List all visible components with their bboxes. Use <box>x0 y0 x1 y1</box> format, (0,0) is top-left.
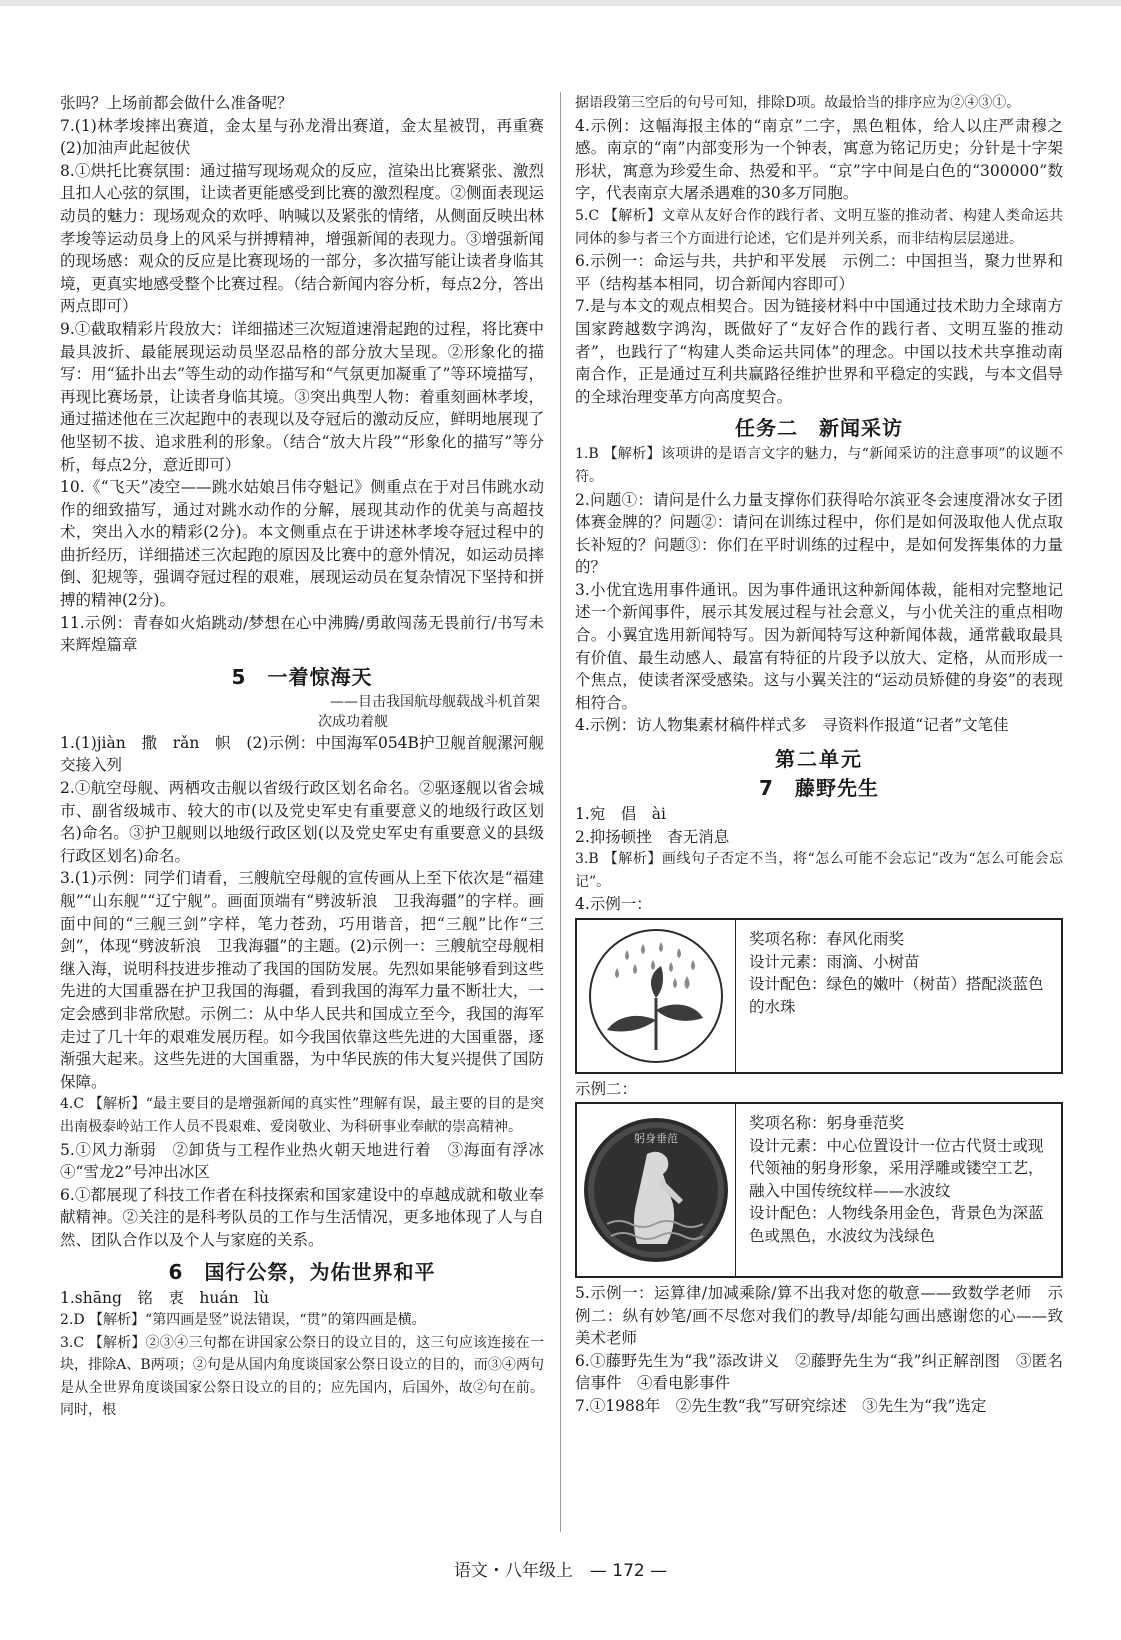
award-color: 设计配色：人物线条用金色，背景色为深蓝色或黑色，水波纹为浅绿色 <box>749 1204 1044 1245</box>
lesson-title: 6 国行公祭，为佑世界和平 <box>168 1259 436 1284</box>
answer-item: 1.宛 倡 ài <box>575 805 666 824</box>
award-description <box>749 928 1055 1018</box>
lesson-subtitle: ——目击我国航母舰载战斗机首架 <box>330 693 540 710</box>
award-name: 奖项名称：春风化雨奖 <box>749 930 905 948</box>
column-divider <box>560 92 561 1532</box>
task-title: 任务二 新闻采访 <box>735 416 903 441</box>
answer-item: 1.(1)jiàn 撒 rǎn 帜 (2)示例：中国海军054B护卫舰首舰漯河舰交接入列 <box>60 733 544 775</box>
bowing-sage-medal-icon <box>577 1104 735 1276</box>
answer-item: 7.(1)林孝埈摔出赛道，金太星与孙龙滑出赛道，金太星被罚，再重赛 (2)加油声此起彼伏 <box>60 116 560 158</box>
answer-item: 张吗？上场前都会做什么准备呢？ <box>60 94 293 112</box>
answer-item: 据语段第三空后的句号可知，排除D项。故最恰当的排序应为②④③①。 <box>575 95 1021 111</box>
scan-top-edge <box>0 0 1121 6</box>
answer-item: 10.《“飞天”凌空——跳水姑娘吕伟夺魁记》侧重点在于对吕伟跳水动作的细致描写，通过对跳水动作的分解，展现其动作的优美与高超技术，突出入水的精彩(2分)。本文侧重点在于讲述林孝埈夺冠过程中的曲折经历，详细描述三次起跑的原因及比赛中的意外情况，如运动员摔倒、犯规等，强调夺冠过程的艰难，展现运动员在复杂情况下坚持和拼搏的精神(2分)。 <box>60 478 544 610</box>
unit-title: 第二单元 <box>775 747 863 772</box>
lesson-subtitle: 次成功着舰 <box>318 713 388 730</box>
award-description <box>749 1112 1055 1247</box>
award-element: 设计元素：雨滴、小树苗 <box>749 952 920 971</box>
answer-item: 3.B 【解析】画线句子否定不当，将“怎么可能不会忘记”改为“怎么可能会忘记”。 <box>575 851 1063 890</box>
answer-item: 6.①都展现了科技工作者在科技探索和国家建设中的卓越成就和敬业奉献精神。②关注的是科考队员的工作与生活情况，更多地体现了人与自然、团队合作以及个人与家庭的关系。 <box>60 1185 544 1249</box>
lesson-title: 5 一着惊海天 <box>231 664 373 689</box>
answer-item: 2.抑扬顿挫 杳无消息 <box>575 827 730 846</box>
award-design-box <box>575 918 1063 1074</box>
medal-seal-text: 躬身垂范 <box>634 1132 678 1145</box>
answer-item: 8.①烘托比赛氛围：通过描写现场观众的反应，渲染出比赛紧张、激烈且扣人心弦的氛围，让读者更能感受到比赛的激烈程度。②侧面表现运动员的魅力：现场观众的欢呼、呐喊以及紧张的情绪，从侧面反映出林孝埈等运动员身上的风采与拼搏精神，增强新闻的表现力。③增强新闻的现场感：观众的反应是比赛现场的一部分，多次描写能让读者身临其境，更真实地感受整个比赛过程。（结合新闻内容分析，每点2分，答出两点即可） <box>60 161 544 316</box>
award-name: 奖项名称：躬身垂范奖 <box>749 1114 905 1132</box>
answer-item: 6.示例一：命运与共，共护和平发展 示例二：中国担当，聚力世界和平（结构基本相同，切合新闻内容即可） <box>575 252 1063 293</box>
answer-item: 4.示例一： <box>575 895 652 914</box>
left-column <box>60 92 560 1422</box>
answer-item: 4.示例：访人物集素材稿件样式多 寻资料作报道“记者”文笔佳 <box>575 716 1009 735</box>
answer-item: 5.①风力渐弱 ②卸货与工程作业热火朝天地进行着 ③海面有浮冰 ④“雪龙2”号冲出冰区 <box>60 1140 560 1182</box>
answer-item: 5.C 【解析】文章从友好合作的践行者、文明互鉴的推动者、构建人类命运共同体的参与者三个方面进行论述，它们是并列关系，而非结构层层递进。 <box>575 207 1063 247</box>
answer-item: 2.问题①：请问是什么力量支撑你们获得哈尔滨亚冬会速度滑冰女子团体赛金牌的？问题②：请问在训练过程中，你们是如何汲取他人优点取长补短的？问题③：你们在平时训练的过程中，是如何发挥集体的力量的？ <box>575 490 1063 577</box>
award-color: 设计配色：绿色的嫩叶（树苗）搭配淡蓝色的水珠 <box>749 975 1044 1016</box>
answer-item: 6.①藤野先生为“我”添改讲义 ②藤野先生为“我”纠正解剖图 ③匿名信事件 ④看电影事件 <box>575 1351 1063 1393</box>
answer-item: 3.(1)示例：同学们请看，三艘航空母舰的宣传画从上至下依次是“福建舰”“山东舰”“辽宁舰”。画面顶端有“劈波斩浪 卫我海疆”的字样。画面中间的“三舰三剑”字样，笔力苍劲，巧用谐音，把“三舰”比作“三剑”，体现“劈波斩浪 卫我海疆”的主题。(2)示例一：三艘航空母舰相继入海，说明科技进步推动了我国的国防发展。先烈如果能够看到这些先进的大国重器在护卫我国的海疆，看到我国的海军力量不断壮大，一定会感到非常欣慰。示例二：从中华人民共和国成立至今，我国的海军走过了几十年的艰难发展历程。如今我国依靠这些先进的大国重器，逐渐强大起来。这些先进的大国重器，为中华民族的伟大复兴提供了国防保障。 <box>60 869 544 1091</box>
lesson-title: 7 藤野先生 <box>759 776 879 801</box>
example-label: 示例二： <box>575 1080 638 1098</box>
answer-item: 9.①截取精彩片段放大：详细描述三次短道速滑起跑的过程，将比赛中最具波折、最能展现运动员坚忍品格的部分放大呈现。②形象化的描写：用“猛扑出去”等生动的动作描写和“气氛更加凝重了”等环境描写，再现比赛场景，让读者身临其境。③突出典型人物：着重刻画林孝埈，通过描述他在三次起跑中的表现以及夺冠后的激动反应，鲜明地展现了他坚韧不拔、追求胜利的形象。（结合“放大片段”“形象化的描写”等分析，每点2分，意近即可） <box>60 319 544 474</box>
answer-item: 7.是与本文的观点相契合。因为链接材料中中国通过技术助力全球南方国家跨越数字鸿沟，既做好了“友好合作的践行者、文明互鉴的推动者”，也践行了“构建人类命运共同体”的理念。中国以技术共享推动南南合作，正是通过互利共赢路径维护世界和平稳定的实践，与本文倡导的全球治理变革方向高度契合。 <box>575 297 1063 406</box>
right-column <box>575 92 1063 1418</box>
answer-item: 3.C 【解析】②③④三句都在讲国家公祭日的设立目的，这三句应该连接在一块，排除A、B两项；②句是从国内角度谈国家公祭日设立的目的，而③④两句是从全世界角度谈国家公祭日设立的目的；应先国内，后国外，故②句在前。同时，根 <box>60 1334 544 1419</box>
answer-item: 1.B 【解析】该项讲的是语言文字的魅力，与“新闻采访的注意事项”的议题不符。 <box>575 446 1063 485</box>
award-element: 设计元素：中心位置设计一位古代贤士或现代领袖的躬身形象，采用浮雕或镂空工艺，融入中国传统纹样——水波纹 <box>749 1136 1044 1200</box>
answer-item: 1.shāng 铭 衷 huán lù <box>60 1288 270 1307</box>
answer-item: 4.示例：这幅海报主体的“南京”二字，黑色粗体，给人以庄严肃穆之感。南京的“南”内部变形为一个钟表，寓意为铭记历史；分针是十字架形状，寓意为珍爱生命、热爱和平。“京”字中间是白色的“300000”数字，代表南京大屠杀遇难的30多万同胞。 <box>575 116 1063 203</box>
raindrop-sprout-medal-icon <box>577 920 735 1072</box>
answer-item: 7.①1988年 ②先生教“我”写研究综述 ③先生为“我”选定 <box>575 1396 987 1415</box>
answer-item: 2.D 【解析】“第四画是竖”说法错误，“贯”的第四画是横。 <box>60 1312 426 1329</box>
answer-item: 2.①航空母舰、两栖攻击舰以省级行政区划名命名。②驱逐舰以省会城市、副省级城市、较大的市(以及党史军史有重要意义的地级行政区划名)命名。③护卫舰则以地级行政区划(以及党史军史有重要意义的县级行政区划名)命名。 <box>60 779 544 865</box>
award-medal-image <box>577 920 736 1072</box>
answer-item: 11.示例：青春如火焰跳动/梦想在心中沸腾/勇敢闯荡无畏前行/书写未来辉煌篇章 <box>60 613 544 655</box>
answer-item: 5.示例一：运算律/加减乘除/算不出我对您的敬意——致数学老师 示例二：纵有妙笔/画不尽您对我们的教导/却能勾画出感谢您的心——致美术老师 <box>575 1284 1063 1348</box>
award-medal-image <box>577 1104 736 1276</box>
award-design-box <box>575 1102 1063 1278</box>
page-footer: 语文・八年级上 — 172 — <box>453 1561 668 1581</box>
answer-item: 3.小优宜选用事件通讯。因为事件通讯这种新闻体裁，能相对完整地记述一个新闻事件，展示其发展过程与社会意义，与小优关注的重点相吻合。小翼宜选用新闻特写。因为新闻特写这种新闻体裁，通常截取最具有价值、最生动感人、最富有特征的片段予以放大、定格，从而形成一个焦点，使读者深受感染。这与小翼关注的“运动员矫健的身姿”的表现相符合。 <box>575 580 1063 712</box>
answer-item: 4.C 【解析】“最主要目的是增强新闻的真实性”理解有误，最主要的目的是突出南极泰岭站工作人员不畏艰难、爱岗敬业、为科研事业奉献的崇高精神。 <box>60 1096 544 1135</box>
